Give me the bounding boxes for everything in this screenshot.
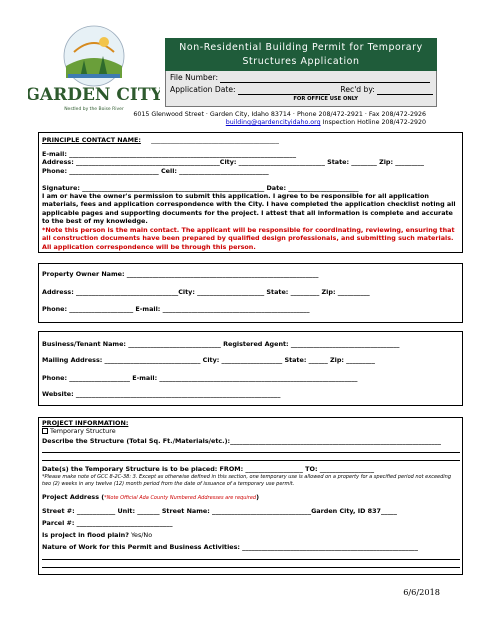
form-title [165,38,437,71]
gcc-note: *Please make note of GCC 8-2C-38: 3. Except as otherwise defined in this section, one temporary use is allowed on a property for a specified period not exceeding two (2) weeks in any twelve (12) month period from the date of issuance of a temporary use permit. [42,474,452,487]
flood-plain-label: Is project in flood plain? [42,531,129,539]
recd-by-label: Rec'd by: [340,85,375,94]
principal-name-label: PRINCIPLE CONTACT NAME: [42,136,141,144]
placement-dates-field[interactable]: Date(s) the Temporary Structure is to be placed: FROM: __________________ TO: _________________ [42,465,375,473]
owner-phone-field[interactable]: Phone: ____________________ E-mail: ______________________________________________ [42,305,310,313]
business-tenant-section [38,331,463,406]
principal-name-row [42,136,279,144]
nature-line-3[interactable] [42,567,460,568]
flood-plain-field[interactable]: Yes/No [128,531,153,539]
garden-city-logo [28,22,160,120]
inspection-hotline: Inspection Hotline 208/472-2920 [320,119,426,126]
title-line-2: Structures Application [242,56,360,67]
parcel-field[interactable]: Parcel #: ______________________________ [42,519,173,527]
address-line: 6015 Glenwood Street · Garden City, Idaho 83714 · Phone 208/472-2921 · Fax 208/472-2926 [133,111,426,118]
nature-line-2[interactable] [42,559,460,560]
building-email-link[interactable]: building@gardencityidaho.org [225,119,321,126]
project-street-field[interactable]: Street #: ____________ Unit: _______ Street Name: _______________________________Garden City, ID 837_____ [42,507,397,515]
project-heading: PROJECT INFORMATION: [42,419,129,427]
nature-of-work-field[interactable]: Nature of Work for this Permit and Business Activities: _______________________________________________________ [42,543,418,551]
applicant-certification: I am or have the owner's permission to submit this application. I agree to be responsible for all application materials, fees and application correspondence with the City. I have completed the application checklist noting all applicable pages and supporting documents for the project. I attest that all information is complete and accurate to the best of my knowledge. [42,192,456,226]
application-date-field[interactable] [238,86,330,95]
temporary-structure-label: Temporary Structure [50,427,116,435]
temporary-structure-checkbox[interactable] [42,428,48,434]
principal-email-field[interactable]: E-mail: _______________________________________________________________________ [42,150,297,158]
project-address-row [42,493,259,501]
structure-description-field[interactable]: Describe the Structure (Total Sq. Ft./Materials/etc.):__________________________________________________________________ [42,437,441,445]
form-date: 6/6/2018 [403,587,440,597]
project-information-section [38,417,463,575]
principal-contact-section [38,132,463,253]
recd-by-field[interactable] [377,86,433,95]
project-address-close: ) [256,493,260,501]
description-line-2[interactable] [42,452,460,453]
file-number-label: File Number: [170,73,219,82]
business-name-field[interactable]: Business/Tenant Name: _____________________________ Registered Agent: __________________________________ [42,340,400,348]
principal-phone-field[interactable]: Phone: ____________________________ Cell: ____________________________ [42,167,269,175]
property-owner-section [38,263,463,323]
file-number-field[interactable] [220,74,430,83]
principal-address-field[interactable]: Address: _____________________________________________City: ___________________________ State: ________ Zip: _________ [42,158,425,166]
contact-line [133,119,426,127]
project-address-note: *Note Official Ada County Numbered Addresses are required [104,495,257,501]
logo-text: GARDEN CITY [28,85,160,105]
business-website-field[interactable]: Website: ________________________________________________________________ [42,390,281,398]
application-date-row [170,84,433,95]
principal-name-field[interactable]: ________________________________________ [151,136,279,144]
application-date-label: Application Date: [170,85,236,94]
title-line-1: Non-Residential Building Permit for Temporary [179,42,423,53]
office-use-box [165,71,437,107]
main-contact-note: *Note this person is the main contact. The applicant will be responsible for coordinating, reviewing, ensuring that all construction documents have been prepared by qualified design professionals, and submitting such materials. All application correspondence will be through this person. [42,226,455,251]
owner-name-field[interactable]: Property Owner Name: ____________________________________________________________ [42,270,319,278]
project-address-label: Project Address ( [42,493,105,501]
office-use-note: FOR OFFICE USE ONLY [293,96,358,102]
description-line-3[interactable] [42,460,460,461]
temporary-structure-row [42,427,116,435]
file-number-row [170,72,430,83]
business-phone-field[interactable]: Phone: ___________________ E-mail: ______________________________________________________________ [42,374,358,382]
owner-address-field[interactable]: Address: ________________________________City: _____________________ State: _________ Zip: __________ [42,288,370,296]
flood-plain-row [42,531,152,539]
logo-small-text: Nestled by the Boise River [64,107,124,112]
city-address [133,111,426,127]
business-mailing-field[interactable]: Mailing Address: ______________________________ City: ___________________ State: ______ Zip: _________ [42,356,375,364]
principal-signature-field[interactable]: Signature: _________________________________________________________ Date: ______________________ [42,184,359,192]
